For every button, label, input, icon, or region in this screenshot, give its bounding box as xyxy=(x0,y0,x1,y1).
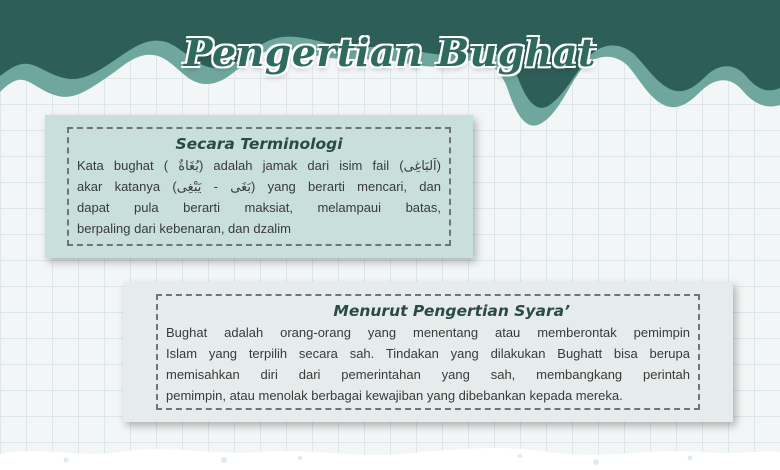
card-terminologi-title: Secara Terminologi xyxy=(175,135,343,153)
card-terminologi-dashed-frame xyxy=(67,127,451,246)
footer-dot xyxy=(298,456,302,460)
card-terminologi-line-1: Kata bughat ( بُغَاةٌ) adalah jamak dari isim fail (اَلبَاغِى) xyxy=(77,158,441,173)
card-terminologi-body xyxy=(77,155,441,239)
card-syara-line-1: Bughat adalah orang-orang yang menentang atau memberontak pemimpin xyxy=(166,325,690,340)
footer-wave-decoration xyxy=(0,440,780,470)
footer-dot xyxy=(593,459,599,465)
footer-wave-shape xyxy=(0,448,780,470)
card-terminologi-line-2: akar katanya (بَغَى - يَبْغِى) yang berarti mencari, dan xyxy=(77,179,442,194)
card-terminologi-line-4: berpaling dari kebenaran, dan dzalim xyxy=(77,221,291,236)
footer-dot xyxy=(518,454,522,458)
footer-dot xyxy=(221,457,227,463)
footer-dot xyxy=(688,456,693,461)
card-syara-line-4: pemimpin, atau menolak berbagai kewajiban yang dibebankan kepada mereka. xyxy=(166,388,623,403)
footer-dot xyxy=(64,458,69,463)
card-syara-dashed-frame xyxy=(156,294,700,410)
card-syara xyxy=(123,282,733,422)
card-syara-body xyxy=(166,322,690,406)
card-syara-title: Menurut Pengertian Syara’ xyxy=(333,302,570,320)
card-syara-line-3: memisahkan diri dari pemerintahan yang sah, membangkang perintah xyxy=(166,367,690,382)
card-terminologi xyxy=(45,115,473,258)
card-syara-line-2: Islam yang terpilih secara sah. Tindakan yang dilakukan Bughatt bisa berupa xyxy=(166,346,690,361)
page-title: Pengertian Bughat xyxy=(183,30,597,75)
card-terminologi-line-3: dapat pula berarti maksiat, melampaui batas, xyxy=(77,200,441,215)
